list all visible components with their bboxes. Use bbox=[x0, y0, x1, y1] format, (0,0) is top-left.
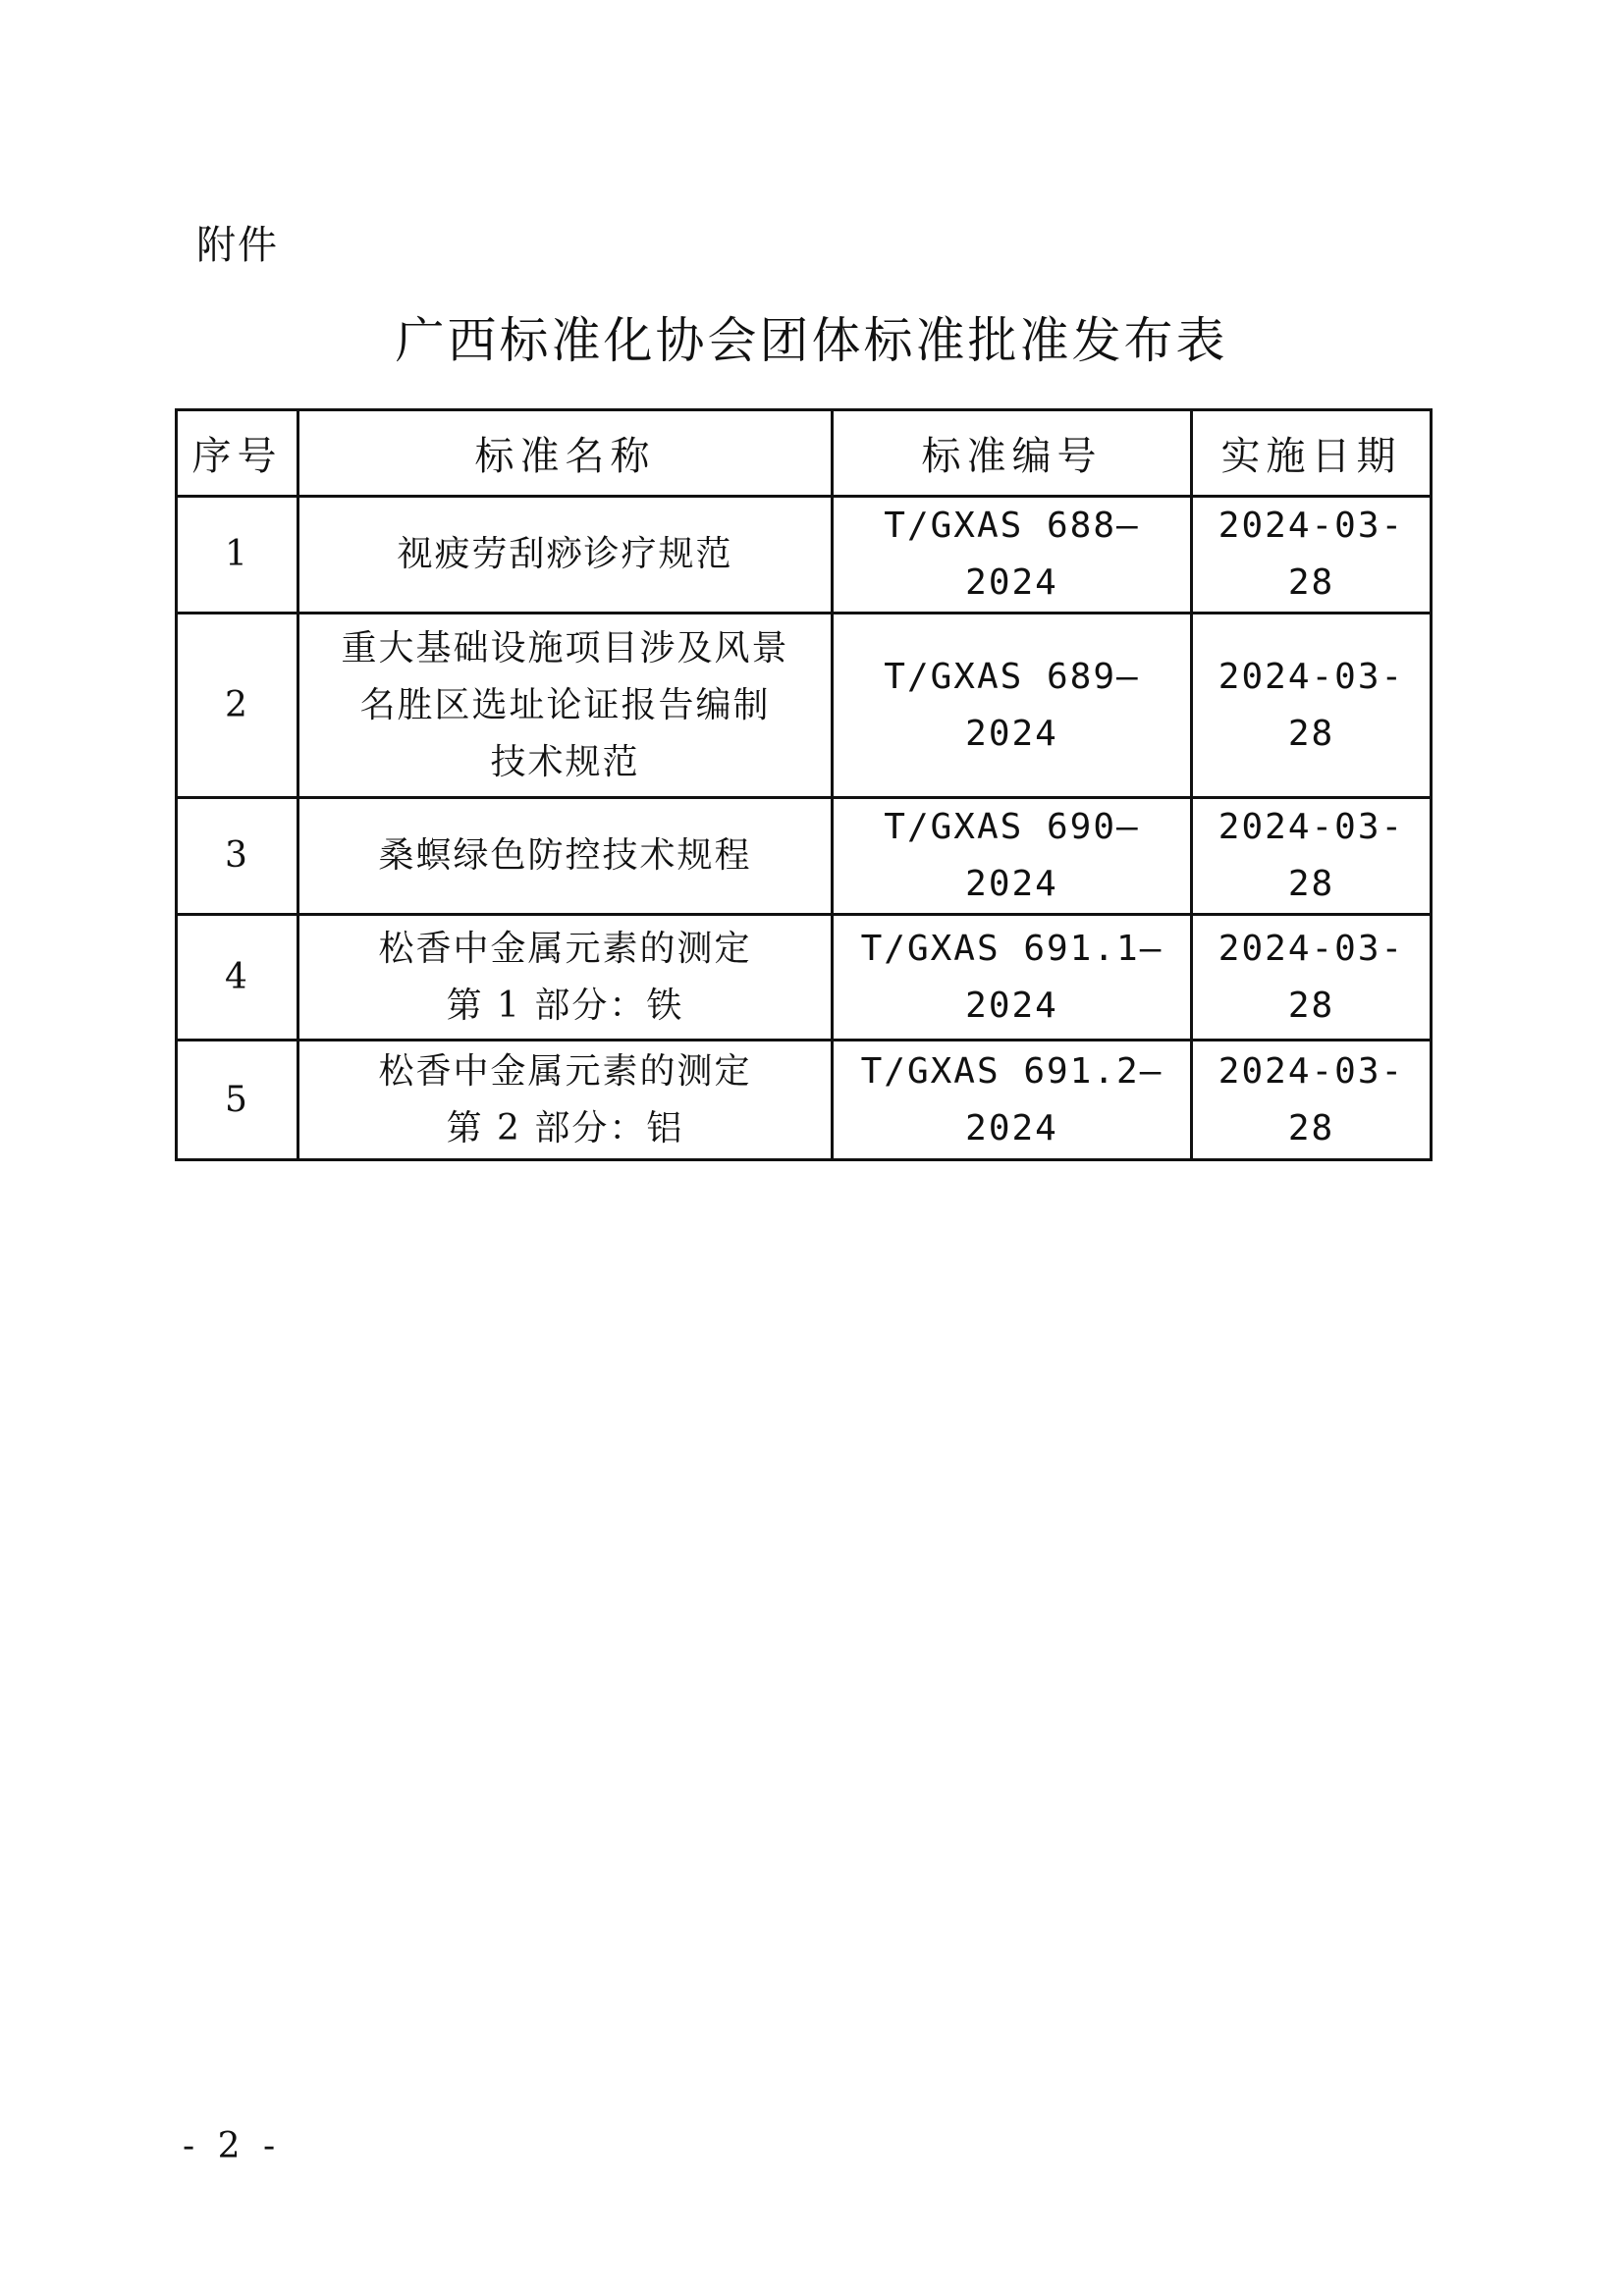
row-implementation-date: 2024-03-28 bbox=[1192, 614, 1432, 798]
name-line: 视疲劳刮痧诊疗规范 bbox=[397, 534, 733, 574]
code-line: T/GXAS 690—2024 bbox=[884, 807, 1140, 904]
header-implementation-date: 实施日期 bbox=[1192, 410, 1432, 497]
code-line: 2024 bbox=[965, 1107, 1058, 1148]
header-standard-name: 标准名称 bbox=[298, 410, 833, 497]
table-row bbox=[177, 614, 1432, 798]
row-implementation-date: 2024-03-28 bbox=[1192, 1041, 1432, 1160]
code-line: 2024 bbox=[965, 985, 1058, 1026]
name-line: 桑螟绿色防控技术规程 bbox=[378, 835, 752, 876]
row-standard-code bbox=[833, 798, 1192, 915]
table-row bbox=[177, 798, 1432, 915]
name-line: 第 2 部分：铝 bbox=[446, 1107, 684, 1148]
table-row bbox=[177, 915, 1432, 1041]
code-line: T/GXAS 691.2— bbox=[860, 1050, 1163, 1092]
row-standard-name bbox=[298, 915, 833, 1041]
row-index: 4 bbox=[177, 915, 298, 1041]
header-index: 序号 bbox=[177, 410, 298, 497]
code-line: T/GXAS 688—2024 bbox=[884, 506, 1140, 603]
row-standard-name bbox=[298, 497, 833, 614]
table-row bbox=[177, 497, 1432, 614]
page-number: - 2 - bbox=[183, 2126, 282, 2166]
table-header-row bbox=[177, 410, 1432, 497]
name-line: 第 1 部分：铁 bbox=[446, 985, 684, 1026]
table-row bbox=[177, 1041, 1432, 1160]
row-index: 5 bbox=[177, 1041, 298, 1160]
code-line: T/GXAS 691.1— bbox=[860, 928, 1163, 969]
row-standard-code bbox=[833, 614, 1192, 798]
row-standard-code bbox=[833, 1041, 1192, 1160]
row-implementation-date: 2024-03-28 bbox=[1192, 798, 1432, 915]
row-standard-name bbox=[298, 1041, 833, 1160]
name-line: 重大基础设施项目涉及风景 bbox=[341, 627, 789, 668]
attachment-label: 附件 bbox=[196, 223, 279, 268]
row-index: 3 bbox=[177, 798, 298, 915]
row-implementation-date: 2024-03-28 bbox=[1192, 497, 1432, 614]
name-line: 名胜区选址论证报告编制 bbox=[359, 684, 771, 725]
row-standard-code bbox=[833, 497, 1192, 614]
name-line: 松香中金属元素的测定 bbox=[378, 1050, 752, 1092]
header-standard-code: 标准编号 bbox=[833, 410, 1192, 497]
row-index: 1 bbox=[177, 497, 298, 614]
row-standard-name bbox=[298, 798, 833, 915]
row-standard-name bbox=[298, 614, 833, 798]
code-line: T/GXAS 689—2024 bbox=[884, 656, 1140, 754]
row-implementation-date: 2024-03-28 bbox=[1192, 915, 1432, 1041]
name-line: 松香中金属元素的测定 bbox=[378, 928, 752, 969]
row-index: 2 bbox=[177, 614, 298, 798]
name-line: 技术规范 bbox=[490, 741, 640, 782]
standards-table bbox=[175, 408, 1433, 1161]
document-title: 广西标准化协会团体标准批准发布表 bbox=[395, 312, 1228, 369]
row-standard-code bbox=[833, 915, 1192, 1041]
